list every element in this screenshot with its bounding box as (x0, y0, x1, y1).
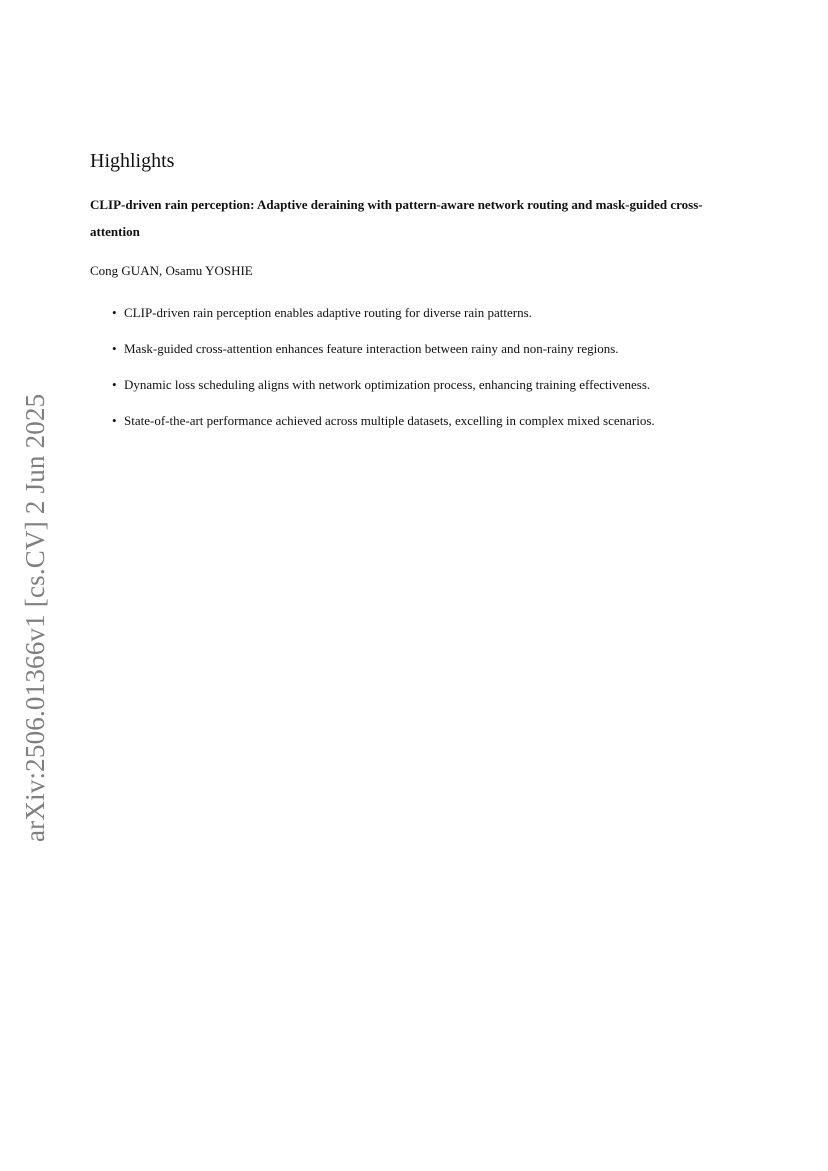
highlights-list (90, 304, 750, 430)
highlights-section (90, 146, 750, 448)
highlight-item (90, 340, 750, 358)
highlights-heading: Highlights (90, 150, 175, 172)
highlight-text: State-of-the-art performance achieved across multiple datasets, excelling in complex mixed scenarios. (124, 413, 655, 428)
author-list: Cong GUAN, Osamu YOSHIE (90, 263, 253, 278)
highlight-text: CLIP-driven rain perception enables adaptive routing for diverse rain patterns. (124, 305, 532, 320)
paper-title: CLIP-driven rain perception: Adaptive deraining with pattern-aware network routing and mask-guided cross-attention (90, 197, 703, 239)
highlight-item (90, 304, 750, 322)
bullet-icon: • (112, 413, 117, 428)
bullet-icon: • (112, 341, 117, 356)
bullet-icon: • (112, 377, 117, 392)
highlight-text: Dynamic loss scheduling aligns with network optimization process, enhancing training effectiveness. (124, 377, 651, 392)
bullet-icon: • (112, 305, 117, 320)
arxiv-identifier: arXiv:2506.01366v1 [cs.CV] 2 Jun 2025 (20, 393, 50, 842)
highlight-text: Mask-guided cross-attention enhances feature interaction between rainy and non-rainy regions. (124, 341, 619, 356)
highlight-item (90, 376, 750, 394)
highlight-item (90, 412, 750, 430)
